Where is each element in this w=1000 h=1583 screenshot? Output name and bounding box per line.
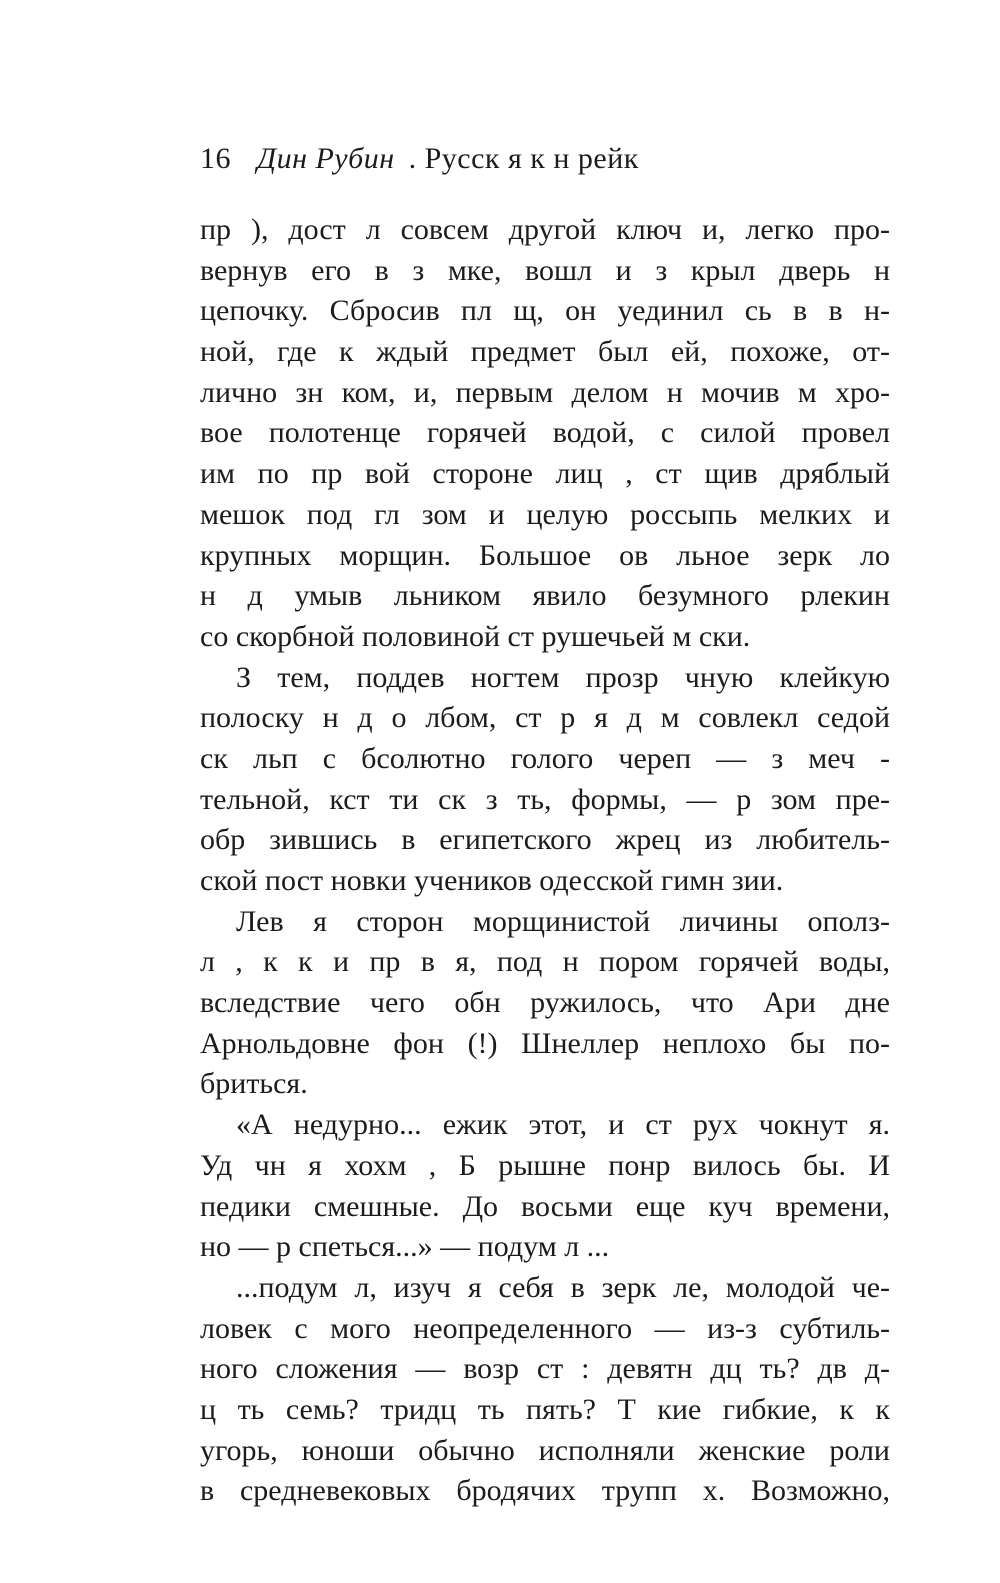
text-line: мешок под гл зом и целую россыпь мелких и — [200, 497, 890, 531]
text-line: ской пост новки учеников одесской гимн зии. — [200, 864, 784, 897]
author-name: Дин Рубин — [257, 142, 395, 175]
text-line: л , к к и пр в я, под н пором горячей воды, — [200, 945, 890, 979]
book-title: . Русск я к н рейк — [408, 142, 639, 175]
text-line: вследствие чего обн ружилось, что Ари дне — [200, 986, 890, 1020]
text-line: ц ть семь? тридц ть пять? Т кие гибкие, к к — [200, 1392, 890, 1426]
text-line: Уд чн я хохм , Б рышне понр вилось бы. И — [200, 1148, 890, 1182]
text-line: «А недурно... ежик этот, и ст рух чокнут я. — [236, 1108, 890, 1142]
text-line: ного сложения — возр ст : девятн дц ть? дв д- — [200, 1352, 890, 1386]
text-line: обр зившись в египетского жрец из любитель- — [200, 823, 890, 857]
text-line: вое полотенце горячей водой, с силой провел — [200, 416, 890, 450]
text-line: пр ), дост л совсем другой ключ и, легко про- — [200, 213, 890, 246]
text-line: З тем, поддев ногтем прозр чную клейкую — [236, 660, 890, 694]
text-line: ной, где к ждый предмет был ей, похоже, от- — [200, 335, 890, 369]
text-line: но — р спеться...» — подум л ... — [200, 1230, 610, 1264]
text-line: ...подум л, изуч я себя в зерк ле, молодой че- — [236, 1270, 890, 1304]
text-line: вернув его в з мке, вошл и з крыл дверь н — [200, 253, 890, 287]
text-line: в средневековых бродячих трупп х. Возможно, — [200, 1474, 890, 1508]
body-text — [200, 210, 890, 1512]
text-line: н д умыв льником явило безумного рлекин — [200, 579, 890, 613]
text-line: со скорбной половиной ст рушечьей м ски. — [200, 619, 751, 653]
text-line: педики смешные. До восьми еще куч времени, — [200, 1189, 890, 1223]
text-line: им по пр вой стороне лиц , ст щив дряблый — [200, 457, 890, 491]
text-line: Лев я сторон морщинистой личины ополз- — [236, 904, 890, 938]
text-line: Арнольдовне фон (!) Шнеллер неплохо бы по- — [200, 1026, 890, 1060]
text-line: тельной, кст ти ск з ть, формы, — р зом пре- — [200, 782, 890, 816]
text-line: угорь, юноши обычно исполняли женские роли — [200, 1433, 890, 1467]
running-head — [200, 140, 890, 178]
text-line: лично зн ком, и, первым делом н мочив м хро- — [200, 375, 890, 409]
text-line: бриться. — [200, 1067, 308, 1101]
text-line: цепочку. Сбросив пл щ, он уединил сь в в н- — [200, 294, 890, 328]
text-line: крупных морщин. Большое ов льное зерк ло — [200, 538, 890, 572]
text-line: ск льп с бсолютно голого череп — з меч - — [200, 741, 890, 775]
text-line: полоску н д о лбом, ст р я д м совлекл седой — [200, 701, 890, 735]
text-line: ловек с мого неопределенного — из-з субтиль- — [200, 1311, 890, 1345]
page-number: 16 — [200, 142, 231, 175]
